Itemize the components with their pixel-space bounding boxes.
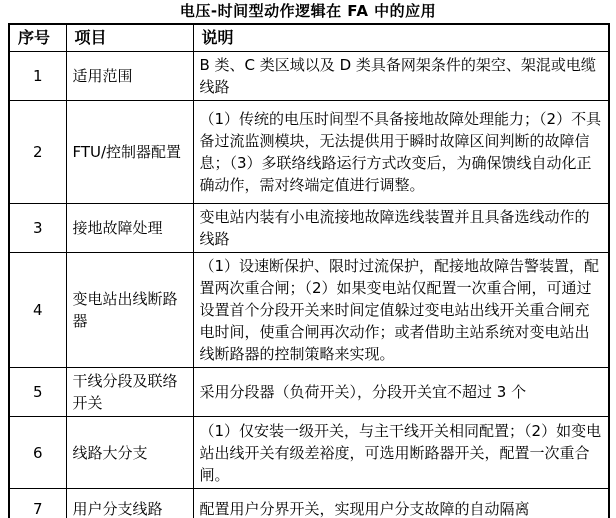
row-description: （1）传统的电压时间型不具备接地故障处理能力；（2）不具备过流监测模块，无法提供用于瞬时故障区间判断的故障信息；（3）多联络线路运行方式改变后，为确保馈线自动化正确动作，需对终端定值进行调整。 — [193, 101, 609, 204]
table-row — [9, 101, 609, 204]
table-row — [9, 52, 609, 101]
row-number: 1 — [9, 52, 66, 101]
row-item: 变电站出线断路器 — [66, 253, 193, 368]
row-description: 变电站内装有小电流接地故障选线装置并且具备选线动作的线路 — [193, 204, 609, 253]
column-header-item: 项目 — [66, 24, 193, 52]
row-description: B 类、C 类区域以及 D 类具备网架条件的架空、架混或电缆线路 — [193, 52, 609, 101]
document-title: 电压-时间型动作逻辑在 FA 中的应用 — [179, 2, 437, 20]
column-header-no: 序号 — [9, 24, 66, 52]
row-description: 采用分段器（负荷开关），分段开关宜不超过 3 个 — [193, 368, 609, 417]
table-row — [9, 368, 609, 417]
row-item: FTU/控制器配置 — [66, 101, 193, 204]
row-item: 用户分支线路 — [66, 489, 193, 518]
row-number: 3 — [9, 204, 66, 253]
row-number: 5 — [9, 368, 66, 417]
row-item: 接地故障处理 — [66, 204, 193, 253]
table-row — [9, 489, 609, 518]
table-row — [9, 204, 609, 253]
row-description: （1）仅安装一级开关，与主干线开关相同配置；（2）如变电站出线开关有级差裕度，可选用断路器开关，配置一次重合闸。 — [193, 417, 609, 489]
row-number: 7 — [9, 489, 66, 518]
row-number: 6 — [9, 417, 66, 489]
table-row — [9, 417, 609, 489]
fa-logic-table — [8, 23, 610, 518]
row-number: 4 — [9, 253, 66, 368]
table-row — [9, 253, 609, 368]
row-item: 线路大分支 — [66, 417, 193, 489]
row-description: （1）设速断保护、限时过流保护，配接地故障告警装置，配置两次重合闸；（2）如果变电站仅配置一次重合闸，可通过设置首个分段开关来时间定值躲过变电站出线开关重合闸充电时间，使重合闸再次动作；或者借助主站系统对变电站出线断路器的控制策略来实现。 — [193, 253, 609, 368]
row-item: 干线分段及联络开关 — [66, 368, 193, 417]
row-number: 2 — [9, 101, 66, 204]
row-item: 适用范围 — [66, 52, 193, 101]
column-header-desc: 说明 — [193, 24, 609, 52]
row-description: 配置用户分界开关，实现用户分支故障的自动隔离 — [193, 489, 609, 518]
header-row — [9, 24, 609, 52]
